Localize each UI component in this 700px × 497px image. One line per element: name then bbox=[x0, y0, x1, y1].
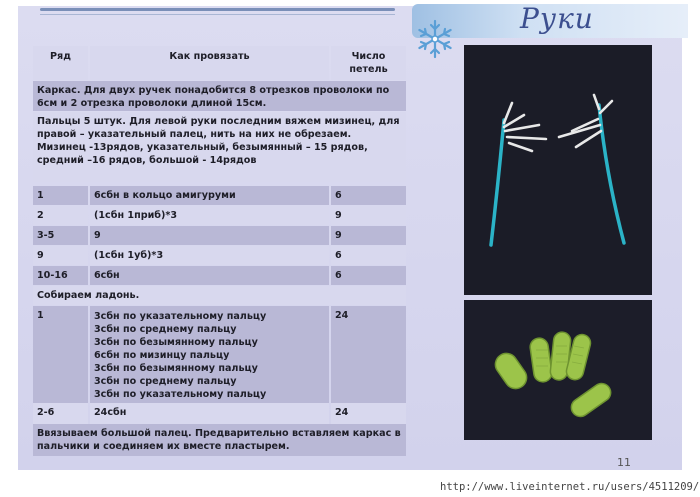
palm-line: 3сбн по указательному пальцу bbox=[94, 389, 267, 400]
palm-row bbox=[33, 306, 406, 406]
row-instruction: 6сбн bbox=[90, 266, 329, 285]
page-title: Руки bbox=[520, 2, 594, 35]
table-row bbox=[33, 226, 406, 245]
palm-line: 3сбн по указательному пальцу bbox=[94, 311, 267, 322]
row-count: 9 bbox=[331, 206, 406, 225]
palm-line: 6сбн по мизинцу пальцу bbox=[94, 350, 230, 361]
row-instruction: (1сбн 1приб)*3 bbox=[90, 206, 329, 225]
table-row bbox=[33, 206, 406, 225]
frame-note-row bbox=[33, 81, 406, 111]
table-header bbox=[33, 46, 406, 80]
row-count: 6 bbox=[331, 186, 406, 205]
row-number: 1 bbox=[33, 186, 88, 205]
top-rule bbox=[40, 8, 395, 11]
photo-knitted-fingers bbox=[464, 300, 652, 440]
row-count: 24 bbox=[331, 403, 406, 424]
header-count: Число петель bbox=[331, 46, 406, 80]
row-count: 9 bbox=[331, 226, 406, 245]
photo-wire-frames bbox=[464, 45, 652, 295]
row-number: 1 bbox=[33, 306, 88, 406]
row-instruction: (1сбн 1уб)*3 bbox=[90, 246, 329, 265]
palm-note-row bbox=[33, 286, 406, 305]
source-url: http://www.liveinternet.ru/users/4511209/ bbox=[440, 481, 700, 493]
header-row: Ряд bbox=[33, 46, 88, 80]
thumb-note: Ввязываем большой палец. Предварительно вставляем каркас в пальчики и соединяем их вместе пластырем. bbox=[33, 424, 406, 456]
row-instruction: 9 bbox=[90, 226, 329, 245]
row-count: 6 bbox=[331, 266, 406, 285]
palm-line: 3сбн по безымянному пальцу bbox=[94, 337, 258, 348]
row-count: 24 bbox=[331, 306, 406, 406]
table-row bbox=[33, 403, 406, 424]
table-row bbox=[33, 266, 406, 285]
palm-line: 3сбн по безымянному пальцу bbox=[94, 363, 258, 374]
palm-note: Собираем ладонь. bbox=[33, 286, 406, 305]
frame-note: Каркас. Для двух ручек понадобится 8 отрезков проволоки по 6см и 2 отрезка проволоки длиной 15см. bbox=[33, 81, 406, 111]
row-number: 9 bbox=[33, 246, 88, 265]
row-number: 2-6 bbox=[33, 403, 88, 424]
row-instruction: 6сбн в кольцо амигуруми bbox=[90, 186, 329, 205]
palm-line: 3сбн по среднему пальцу bbox=[94, 324, 237, 335]
row-number: 3-5 bbox=[33, 226, 88, 245]
row-number: 2 bbox=[33, 206, 88, 225]
top-rule-thin bbox=[40, 14, 395, 15]
thumb-note-row bbox=[33, 424, 406, 456]
snowflake-icon bbox=[414, 18, 456, 60]
palm-line: 3сбн по среднему пальцу bbox=[94, 376, 237, 387]
header-how: Как провязать bbox=[90, 46, 329, 80]
page-number: 11 bbox=[617, 456, 631, 469]
fingers-note: Пальцы 5 штук. Для левой руки последним вяжем мизинец, для правой – указательный палец, нить на них не обрезаем. Мизинец -13рядов, указательный, безымянный – 15 рядов, средний –16 рядов, большой - 14рядов bbox=[33, 112, 406, 182]
fingers-note-row bbox=[33, 112, 406, 182]
row-count: 6 bbox=[331, 246, 406, 265]
table-row bbox=[33, 246, 406, 265]
table-row bbox=[33, 186, 406, 205]
row-number: 10-16 bbox=[33, 266, 88, 285]
palm-instructions bbox=[90, 306, 329, 406]
row-instruction: 24сбн bbox=[90, 403, 329, 424]
